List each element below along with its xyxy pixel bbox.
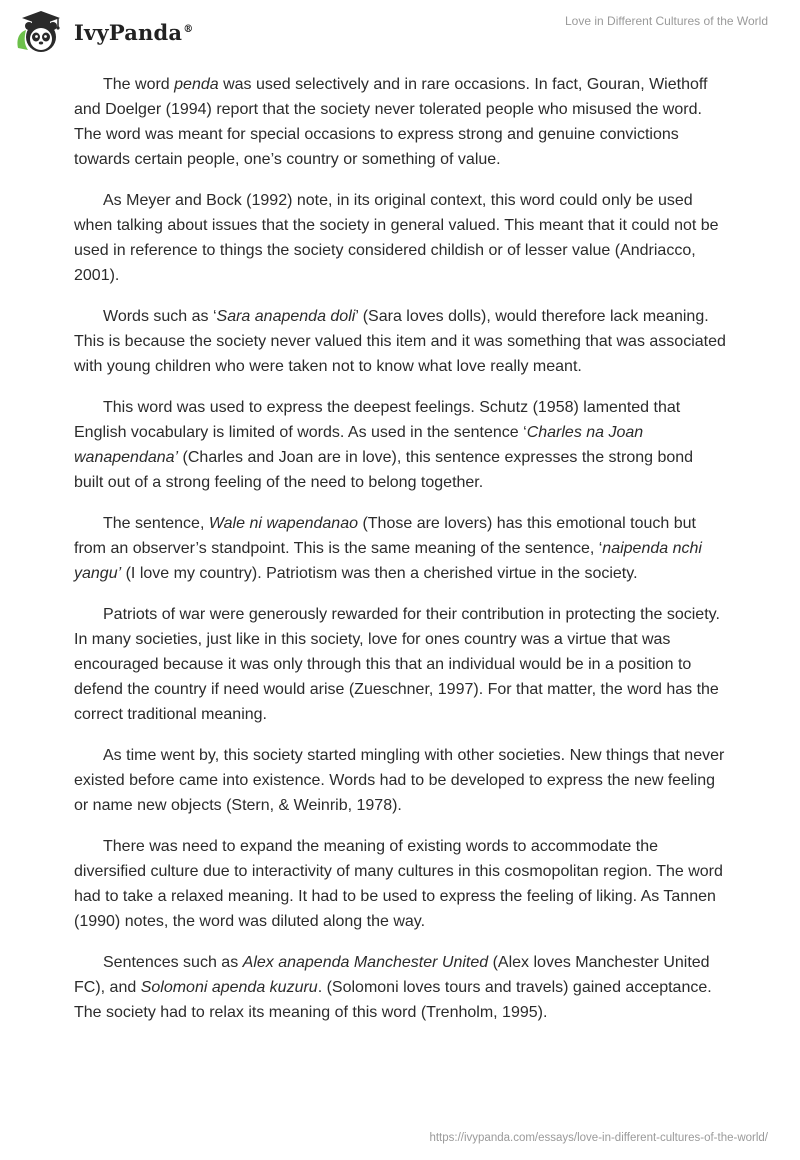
text-run: Sentences such as bbox=[103, 954, 243, 971]
text-run: . (Solomoni loves tours and travels) gained acceptance. The society had to relax its meaning of this word (Trenholm, 1995). bbox=[74, 979, 712, 1021]
paragraph bbox=[74, 395, 726, 495]
panda-graduate-icon bbox=[14, 8, 66, 56]
text-run: This word was used to express the deepest feelings. Schutz (1958) lamented that English vocabulary is limited of words. As used in the sentence ‘ bbox=[74, 399, 681, 441]
italic-phrase: naipenda nchi yangu’ bbox=[74, 540, 702, 582]
text-run: There was need to expand the meaning of existing words to accommodate the diversified culture due to interactivity of many cultures in this cosmopolitan region. The word had to take a relaxed meaning. It had to be used to express the feeling of liking. As Tannen (1990) notes, the word was diluted along the way. bbox=[74, 838, 723, 930]
brand-name: IvyPanda® bbox=[74, 19, 194, 45]
text-run: The sentence, bbox=[103, 515, 209, 532]
italic-phrase: Sara anapenda doli bbox=[216, 308, 356, 325]
text-run: Words such as ‘ bbox=[103, 308, 217, 325]
text-run: (I love my country). Patriotism was then a cherished virtue in the society. bbox=[121, 565, 638, 582]
paragraph bbox=[74, 511, 726, 586]
text-run: ’ (Sara loves dolls), would therefore lack meaning. This is because the society never valued this item and it was something that was associated with young children who were taken not to know what love really meant. bbox=[74, 308, 726, 375]
paragraph bbox=[74, 188, 726, 288]
text-run: (Those are lovers) has this emotional touch but from an observer’s standpoint. This is the same meaning of the sentence, ‘ bbox=[74, 515, 696, 557]
italic-phrase: Solomoni apenda kuzuru bbox=[140, 979, 318, 996]
text-run: was used selectively and in rare occasions. In fact, Gouran, Wiethoff and Doelger (1994) report that the society never tolerated people who misused the word. The word was meant for special occasions to express strong and genuine convictions towards certain people, one’s country or something of value. bbox=[74, 76, 708, 168]
paragraph bbox=[74, 602, 726, 727]
italic-phrase: penda bbox=[174, 76, 219, 93]
text-run: As time went by, this society started mingling with other societies. New things that never existed before came into existence. Words had to be developed to express the new feeling or name new objects (Stern, & Weinrib, 1978). bbox=[74, 747, 725, 814]
page-header bbox=[0, 0, 800, 60]
text-run: As Meyer and Bock (1992) note, in its original context, this word could only be used when talking about issues that the society in general valued. This meant that it could not be used in reference to things the society considered childish or of lesser value (Andriacco, 2001). bbox=[74, 192, 719, 284]
essay-body bbox=[74, 72, 726, 1041]
registered-mark: ® bbox=[183, 23, 194, 35]
text-run: Patriots of war were generously rewarded for their contribution in protecting the society. In many societies, just like in this society, love for ones country was a virtue that was encouraged because it was only through this that an individual would be in a position to defend the country if need would arise (Zueschner, 1997). For that matter, the word has the correct traditional meaning. bbox=[74, 606, 720, 723]
brand-logo[interactable] bbox=[14, 8, 193, 56]
italic-phrase: Alex anapenda Manchester United bbox=[242, 954, 489, 971]
paragraph bbox=[74, 304, 726, 379]
paragraph bbox=[74, 743, 726, 818]
source-url[interactable]: https://ivypanda.com/essays/love-in-different-cultures-of-the-world/ bbox=[429, 1132, 768, 1144]
paragraph bbox=[74, 72, 726, 172]
text-run: (Alex loves Manchester United FC), and bbox=[74, 954, 710, 996]
paragraph bbox=[74, 950, 726, 1025]
text-run: The word bbox=[103, 76, 175, 93]
document-title: Love in Different Cultures of the World bbox=[565, 14, 768, 28]
text-run: (Charles and Joan are in love), this sentence expresses the strong bond built out of a strong feeling of the need to belong together. bbox=[74, 449, 694, 491]
italic-phrase: Wale ni wapendanao bbox=[208, 515, 358, 532]
paragraph bbox=[74, 834, 726, 934]
italic-phrase: Charles na Joan wanapendana’ bbox=[74, 424, 644, 466]
